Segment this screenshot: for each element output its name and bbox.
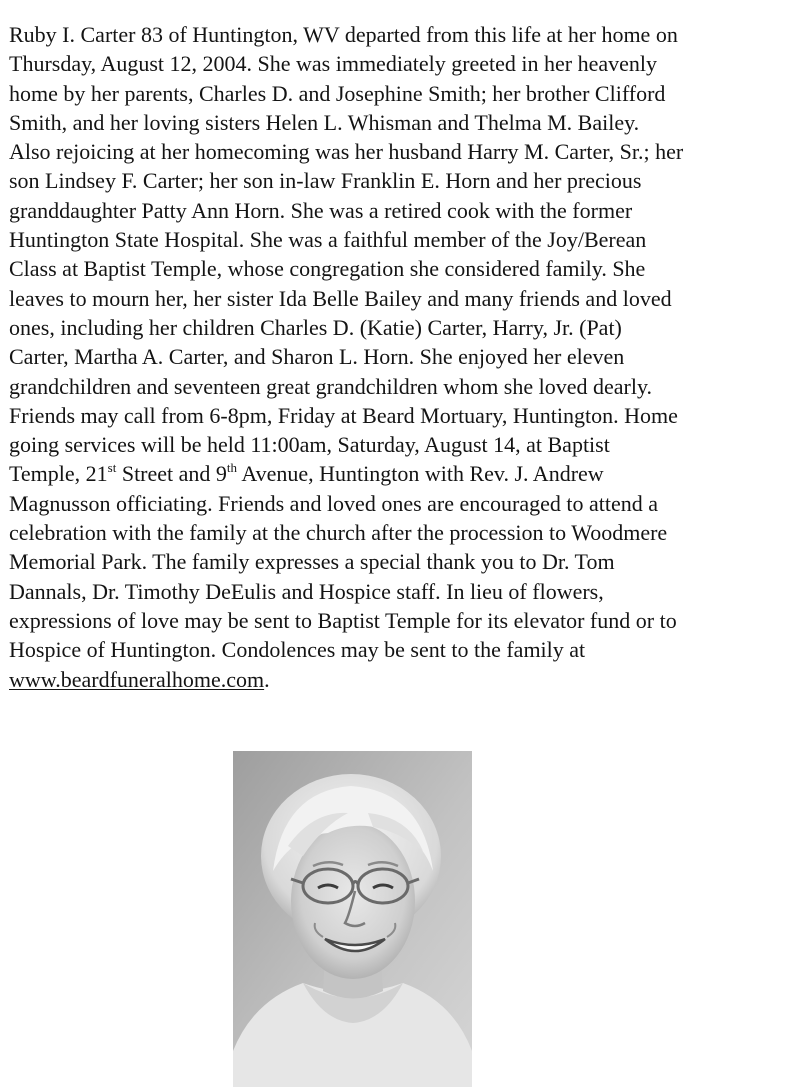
obituary-line-23: [9, 665, 799, 694]
obituary-line-10: leaves to mourn her, her sister Ida Belle Bailey and many friends and loved: [9, 285, 672, 311]
obituary-line-22: Hospice of Huntington. Condolences may be sent to the family at: [9, 637, 586, 663]
obituary-line-3: home by her parents, Charles D. and Josephine Smith; her brother Clifford: [9, 80, 666, 106]
ordinal-suffix-9th: th: [226, 460, 238, 476]
obituary-line-18: celebration with the family at the church after the procession to Woodmere: [9, 520, 668, 546]
obituary-line-2: Thursday, August 12, 2004. She was immediately greeted in her heavenly: [9, 51, 658, 77]
portrait-illustration: [233, 751, 472, 1087]
line16-before: Temple, 21: [9, 461, 108, 487]
website-period: .: [264, 666, 270, 692]
obituary-line-6: son Lindsey F. Carter; her son in-law Franklin E. Horn and her precious: [9, 168, 642, 194]
obituary-line-1: Ruby I. Carter 83 of Huntington, WV departed from this life at her home on: [9, 22, 678, 47]
line16-after: Avenue, Huntington with Rev. J. Andrew: [237, 461, 604, 487]
portrait-photo: [233, 751, 472, 1087]
obituary-text: [9, 20, 799, 694]
obituary-line-5: Also rejoicing at her homecoming was her husband Harry M. Carter, Sr.; her: [9, 139, 684, 165]
obituary-line-7: granddaughter Patty Ann Horn. She was a retired cook with the former: [9, 197, 633, 223]
obituary-line-8: Huntington State Hospital. She was a faithful member of the Joy/Berean: [9, 227, 647, 253]
obituary-line-19: Memorial Park. The family expresses a special thank you to Dr. Tom: [9, 549, 615, 575]
obituary-line-17: Magnusson officiating. Friends and loved ones are encouraged to attend a: [9, 490, 659, 516]
obituary-line-4: Smith, and her loving sisters Helen L. Whisman and Thelma M. Bailey.: [9, 109, 640, 135]
obituary-line-21: expressions of love may be sent to Baptist Temple for its elevator fund or to: [9, 607, 677, 633]
obituary-line-15: going services will be held 11:00am, Saturday, August 14, at Baptist: [9, 432, 610, 458]
obituary-line-12: Carter, Martha A. Carter, and Sharon L. Horn. She enjoyed her eleven: [9, 344, 625, 370]
obituary-line-20: Dannals, Dr. Timothy DeEulis and Hospice staff. In lieu of flowers,: [9, 578, 604, 604]
obituary-line-14: Friends may call from 6-8pm, Friday at Beard Mortuary, Huntington. Home: [9, 402, 678, 428]
funeral-home-website-link[interactable]: www.beardfuneralhome.com: [9, 666, 265, 692]
line16-middle: Street and 9: [116, 461, 227, 487]
obituary-line-9: Class at Baptist Temple, whose congregation she considered family. She: [9, 256, 646, 282]
ordinal-suffix-21st: st: [107, 460, 117, 476]
obituary-line-11: ones, including her children Charles D. (Katie) Carter, Harry, Jr. (Pat): [9, 314, 622, 340]
obituary-line-13: grandchildren and seventeen great grandchildren whom she loved dearly.: [9, 373, 653, 399]
obituary-line-16: [9, 459, 799, 488]
